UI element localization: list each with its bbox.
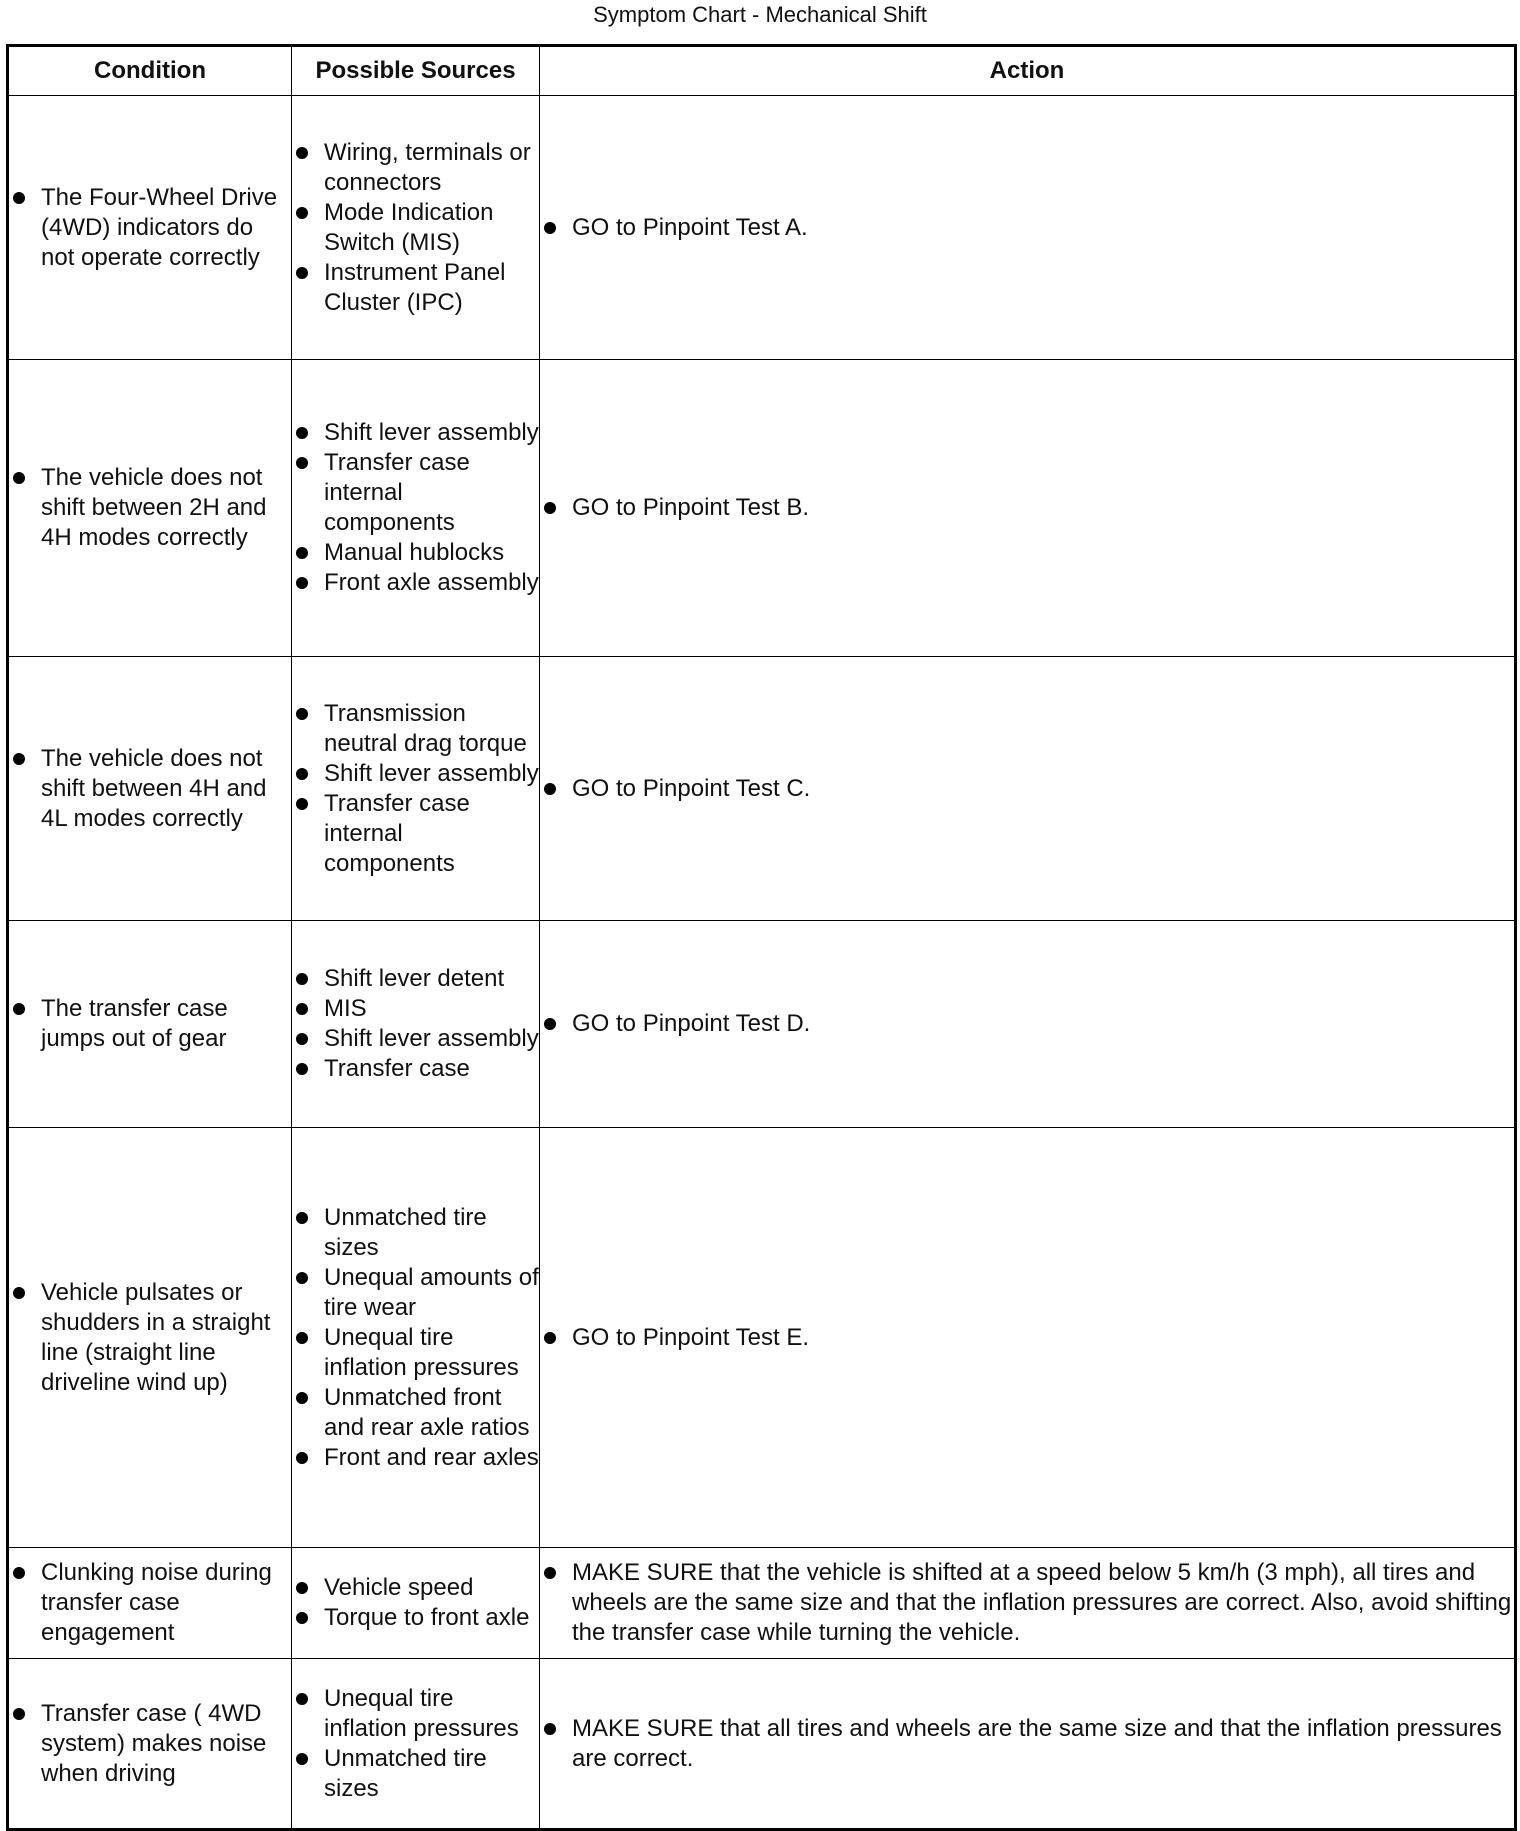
source-item: Wiring, terminals or connectors [292,138,539,198]
condition-cell [8,1548,292,1659]
condition-cell [8,360,292,657]
sources-cell [292,96,540,360]
sources-cell [292,1128,540,1548]
condition-text: Transfer case ( 4WD system) makes noise when driving [9,1699,291,1789]
action-text: MAKE SURE that the vehicle is shifted at a speed below 5 km/h (3 mph), all tires and wheels are the same size and that the inflation pressures are correct. Also, avoid shifting the transfer case while turning the vehicle. [540,1558,1514,1648]
action-cell [540,96,1516,360]
action-text: GO to Pinpoint Test C. [540,774,1514,804]
sources-cell [292,1659,540,1830]
action-text: MAKE SURE that all tires and wheels are the same size and that the inflation pressures are correct. [540,1714,1514,1774]
condition-cell [8,1659,292,1830]
condition-cell [8,657,292,921]
source-item: Unequal amounts of tire wear [292,1263,539,1323]
header-action: Action [540,46,1516,96]
condition-text: Vehicle pulsates or shudders in a straight line (straight line driveline wind up) [9,1278,291,1398]
action-text: GO to Pinpoint Test E. [540,1323,1514,1353]
source-item: Unmatched tire sizes [292,1744,539,1804]
sources-cell [292,1548,540,1659]
source-item: Shift lever assembly [292,759,539,789]
table-row [8,360,1516,657]
chart-title: Symptom Chart - Mechanical Shift [593,2,927,27]
source-item: Unequal tire inflation pressures [292,1323,539,1383]
source-item: Vehicle speed [292,1573,539,1603]
source-item: Transmission neutral drag torque [292,699,539,759]
action-cell [540,1128,1516,1548]
table-row [8,1659,1516,1830]
source-item: Instrument Panel Cluster (IPC) [292,258,539,318]
table-row [8,1548,1516,1659]
condition-cell [8,96,292,360]
source-item: Transfer case internal components [292,448,539,538]
source-item: Transfer case internal components [292,789,539,879]
condition-cell [8,1128,292,1548]
source-item: Front axle assembly [292,568,539,598]
source-item: Shift lever detent [292,964,539,994]
table-row [8,921,1516,1128]
source-item: Unmatched front and rear axle ratios [292,1383,539,1443]
condition-text: The vehicle does not shift between 2H and 4H modes correctly [9,463,291,553]
condition-text: The transfer case jumps out of gear [9,994,291,1054]
source-item: MIS [292,994,539,1024]
condition-text: The Four-Wheel Drive (4WD) indicators do not operate correctly [9,183,291,273]
action-cell [540,1548,1516,1659]
source-item: Mode Indication Switch (MIS) [292,198,539,258]
condition-cell [8,921,292,1128]
action-cell [540,921,1516,1128]
action-cell [540,657,1516,921]
sources-cell [292,360,540,657]
action-text: GO to Pinpoint Test A. [540,213,1514,243]
source-item: Torque to front axle [292,1603,539,1633]
header-possible-sources: Possible Sources [292,46,540,96]
symptom-chart-table [6,44,1517,1831]
source-item: Manual hublocks [292,538,539,568]
action-cell [540,1659,1516,1830]
table-header-row [8,46,1516,96]
condition-text: Clunking noise during transfer case engagement [9,1558,291,1648]
sources-cell [292,921,540,1128]
source-item: Shift lever assembly [292,418,539,448]
sources-cell [292,657,540,921]
source-item: Front and rear axles [292,1443,539,1473]
source-item: Shift lever assembly [292,1024,539,1054]
source-item: Unmatched tire sizes [292,1203,539,1263]
table-row [8,1128,1516,1548]
action-text: GO to Pinpoint Test D. [540,1009,1514,1039]
table-row [8,657,1516,921]
source-item: Transfer case [292,1054,539,1084]
header-condition: Condition [8,46,292,96]
action-cell [540,360,1516,657]
action-text: GO to Pinpoint Test B. [540,493,1514,523]
condition-text: The vehicle does not shift between 4H and 4L modes correctly [9,744,291,834]
source-item: Unequal tire inflation pressures [292,1684,539,1744]
table-row [8,96,1516,360]
